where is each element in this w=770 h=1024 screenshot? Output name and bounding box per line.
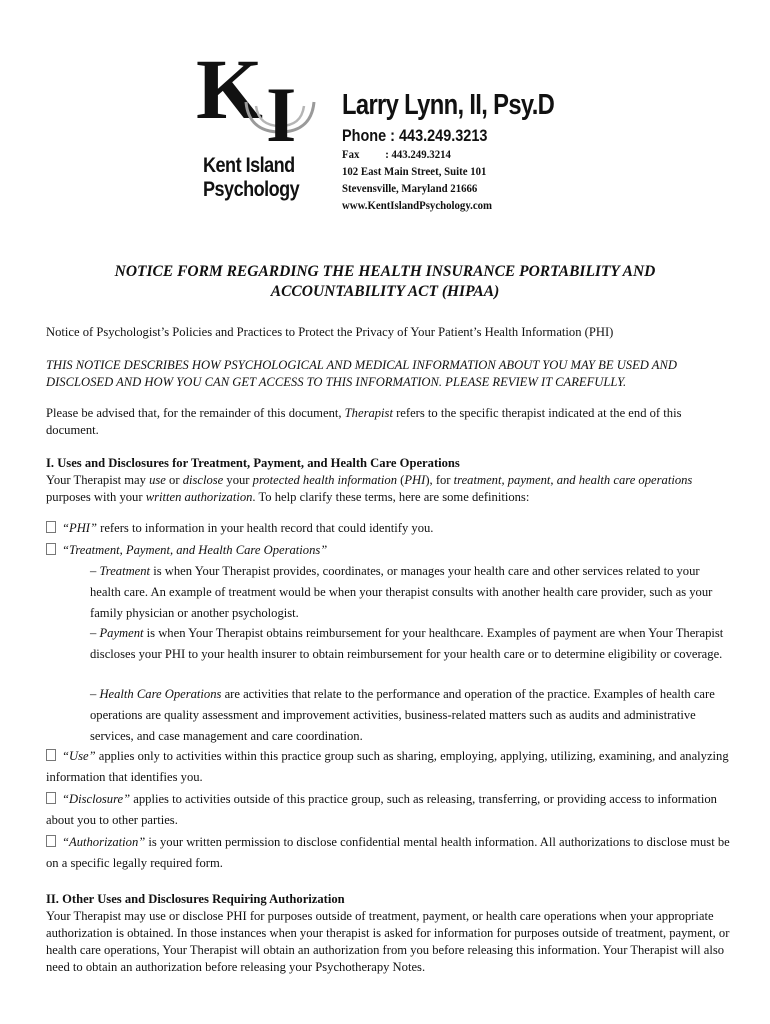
definition-phi: [46, 518, 732, 539]
phi-term: “PHI”: [62, 521, 97, 535]
fax-line: [342, 146, 575, 163]
intro-text: Notice of Psychologist’s Policies and Practices to Protect the Privacy of Your Patient’s Health Information (PHI): [46, 325, 614, 339]
tpo-term: “Treatment, Payment, and Health Care Operations”: [62, 543, 328, 557]
section-2-heading: II. Other Uses and Disclosures Requiring Authorization: [46, 892, 345, 906]
s1-phi: protected health information: [252, 473, 397, 487]
s1-disclose: disclose: [182, 473, 224, 487]
caps-notice: THIS NOTICE DESCRIBES HOW PSYCHOLOGICAL AND MEDICAL INFORMATION ABOUT YOU MAY BE USED AND DISCLOSED AND HOW YOU CAN GET ACCESS TO THIS INFORMATION. PLEASE REVIEW IT CAREFULLY.: [46, 358, 677, 389]
s1-text-e: ), for: [425, 473, 454, 487]
s1-text-a: Your Therapist may: [46, 473, 150, 487]
advised-after: refers to the specific therapist indicated at the end of this document.: [46, 406, 682, 437]
contact-block: [342, 88, 601, 214]
use-term: “Use”: [62, 749, 96, 763]
treatment-term: Treatment: [99, 564, 151, 578]
doctor-name: Larry Lynn, II, Psy.D: [342, 89, 555, 121]
payment-text: is when Your Therapist obtains reimbursement for your healthcare. Examples of payment are when Your Therapist discloses your PHI to your health insurer to obtain reimbursement for your health care or to determine eligibility or coverage.: [90, 626, 724, 661]
bullet-box-icon: [46, 792, 56, 804]
fax-label: Fax: [342, 147, 360, 161]
title-line-2: ACCOUNTABILITY ACT (HIPAA): [270, 283, 500, 300]
advised-paragraph: [46, 405, 732, 439]
address-line-1: 102 East Main Street, Suite 101: [342, 164, 487, 178]
hco-term: Health Care Operations: [99, 687, 222, 701]
s1-text-d: (: [397, 473, 405, 487]
logo-letter-k: K: [196, 41, 259, 137]
fax-number: : 443.249.3214: [385, 147, 451, 161]
practice-logo: [196, 41, 326, 158]
use-text: applies only to activities within this practice group such as sharing, employing, applying, utilizing, examining, and analyzing information that identifies you.: [46, 749, 729, 784]
definition-authorization: [46, 832, 732, 874]
hco-text: are activities that relate to the performance and operation of the practice. Examples of health care operations are quality assessment and improvement activities, business-related matters such as audits and administrative services, and case management and care coordination.: [90, 687, 715, 743]
bullet-box-icon: [46, 543, 56, 555]
section-1: [46, 455, 732, 506]
phi-text: refers to information in your health record that could identify you.: [97, 521, 434, 535]
s1-text-c: your: [223, 473, 253, 487]
payment-term: Payment: [99, 626, 144, 640]
brand-line-2: Psychology: [203, 178, 300, 201]
bullet-box-icon: [46, 521, 56, 533]
advised-before: Please be advised that, for the remainder of this document,: [46, 406, 345, 420]
disclosure-term: “Disclosure”: [62, 792, 131, 806]
logo-letter-i: I: [266, 71, 297, 158]
definition-payment: – Payment is when Your Therapist obtains reimbursement for your healthcare. Examples of payment are when Your Therapist discloses your PHI to your health insurer to obtain reimbursement for your health care or to determine eligibility or coverage.: [90, 626, 724, 661]
definition-treatment: – Treatment is when Your Therapist provides, coordinates, or manages your health care and other services related to your health care. An example of treatment would be when your therapist consults with another health care provider, such as your family physician or another psychologist.: [90, 564, 713, 620]
definition-disclosure: [46, 789, 732, 831]
s1-text-g: . To help clarify these terms, here are some definitions:: [252, 490, 530, 504]
s1-tph: treatment, payment, and health care operations: [453, 473, 693, 487]
s1-text-b: or: [165, 473, 183, 487]
brand-line-1: Kent Island: [203, 154, 295, 177]
authorization-text: is your written permission to disclose confidential mental health information. All authorizations to disclose must be on a specific legally required form.: [46, 835, 730, 870]
authorization-term: “Authorization”: [62, 835, 146, 849]
s1-phi-abbr: PHI: [404, 473, 426, 487]
section-2-paragraph: Your Therapist may use or disclose PHI for purposes outside of treatment, payment, or health care operations when your appropriate authorization is obtained. In those instances when your therapist is asked for information for purposes outside of treatment, payment, or health care operations, Your Therapist will obtain an authorization from you before releasing this information. Your Therapist will also need to obtain an authorization before releasing your Psychotherapy Notes.: [46, 909, 730, 974]
definition-tpo: [46, 540, 732, 561]
practice-name: [203, 154, 299, 202]
treatment-text: is when Your Therapist provides, coordinates, or manages your health care and other services related to your health care. An example of treatment would be when your therapist consults with another health care provider, such as your family physician or another psychologist.: [90, 564, 713, 620]
disclosure-text: applies to activities outside of this practice group, such as releasing, transferring, or providing access to information about you to other parties.: [46, 792, 717, 827]
s1-text-f: purposes with your: [46, 490, 146, 504]
s1-written-authorization: written authorization: [145, 490, 253, 504]
s1-use: use: [149, 473, 166, 487]
section-1-heading: I. Uses and Disclosures for Treatment, Payment, and Health Care Operations: [46, 456, 460, 470]
section-1-paragraph: [46, 472, 732, 506]
website-link[interactable]: www.KentIslandPsychology.com: [342, 198, 493, 212]
definition-hco: – Health Care Operations are activities that relate to the performance and operation of the practice. Examples of health care operations are quality assessment and improvement activities, business-related matters such as audits and administrative services, and case management and care coordination.: [90, 687, 715, 743]
address-line-2: Stevensville, Maryland 21666: [342, 181, 478, 195]
bullet-box-icon: [46, 749, 56, 761]
section-2: [46, 891, 732, 976]
document-title: [40, 262, 730, 302]
title-line-1: NOTICE FORM REGARDING THE HEALTH INSURANCE PORTABILITY AND: [114, 263, 656, 280]
phone-number: Phone : 443.249.3213: [342, 126, 488, 145]
advised-term: Therapist: [344, 406, 393, 420]
bullet-box-icon: [46, 835, 56, 847]
definition-use: [46, 746, 732, 788]
